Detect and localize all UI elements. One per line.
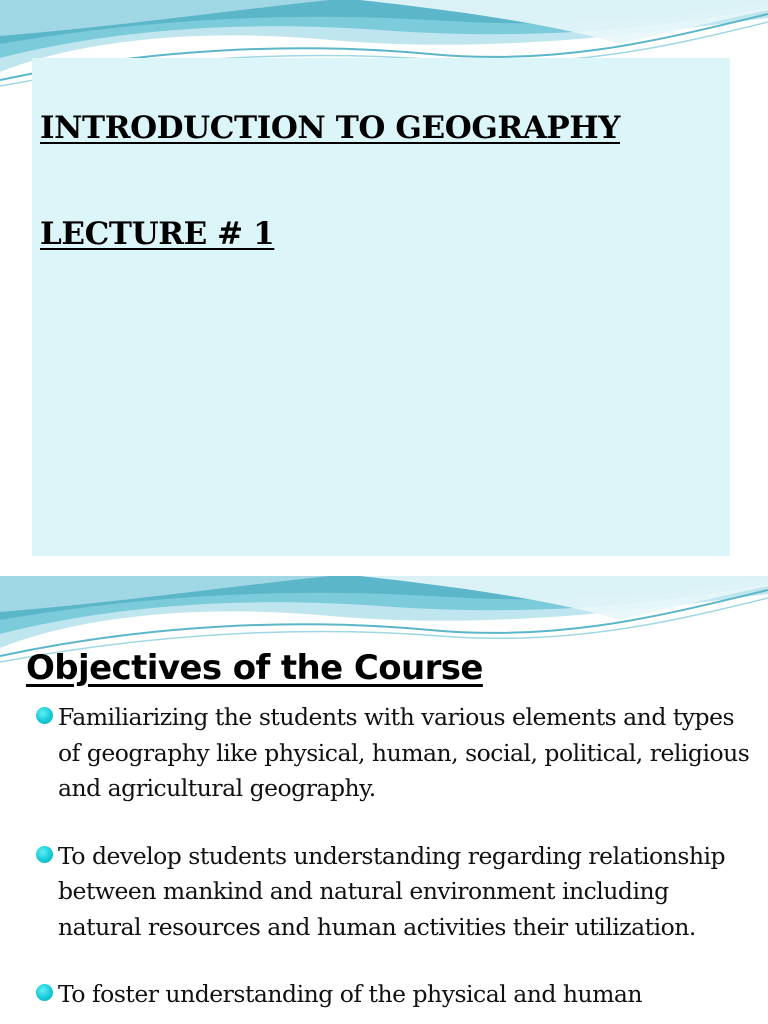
teal-circle-bullet-icon: [36, 707, 53, 724]
bullet-text: To develop students understanding regarding relationship between mankind and natural environment including natural resources and human activities their utilization.: [58, 841, 726, 941]
list-item: [36, 700, 756, 807]
teal-circle-bullet-icon: [36, 846, 53, 863]
objectives-heading: Objectives of the Course: [26, 648, 483, 688]
lecture-number: LECTURE # 1: [40, 216, 275, 252]
title-placeholder-box: [32, 58, 730, 556]
objectives-slide: [0, 576, 768, 1024]
teal-circle-bullet-icon: [36, 984, 53, 1001]
bullet-text: Familiarizing the students with various elements and types of geography like physical, human, social, political, religious and agricultural geography.: [58, 703, 750, 802]
list-item: [36, 839, 756, 946]
list-item: [36, 977, 756, 1013]
bullet-text: To foster understanding of the physical and human: [58, 980, 643, 1008]
objectives-list: [36, 700, 756, 1024]
course-title: INTRODUCTION TO GEOGRAPHY: [40, 110, 620, 146]
